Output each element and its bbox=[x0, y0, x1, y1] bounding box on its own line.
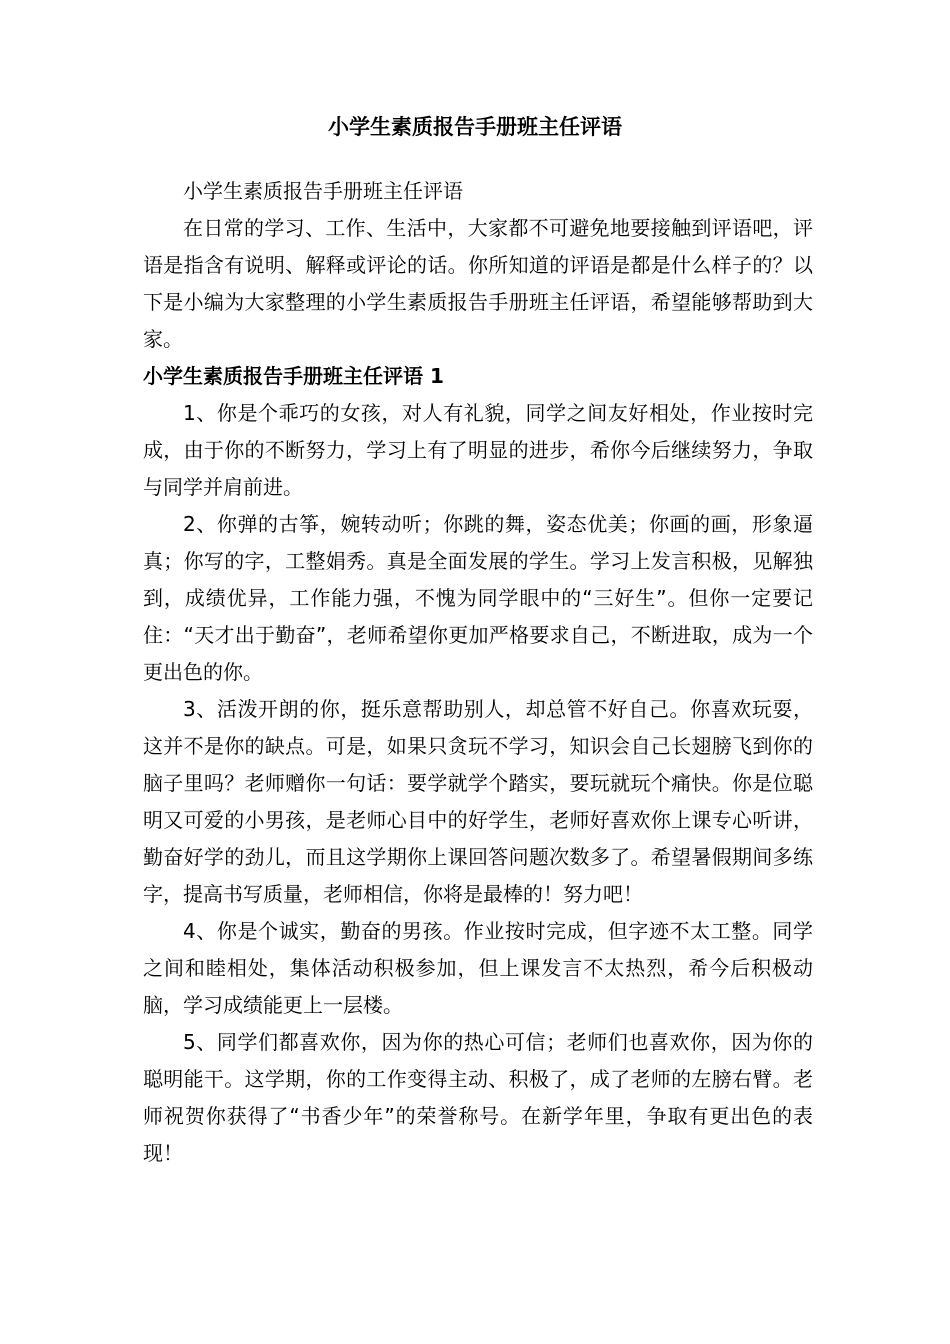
document-body bbox=[143, 173, 813, 1172]
intro-paragraph: 在日常的学习、工作、生活中，大家都不可避免地要接触到评语吧，评语是指含有说明、解释或评论的话。你所知道的评语是都是什么样子的？以下是小编为大家整理的小学生素质报告手册班主任评语，希望能够帮助到大家。 bbox=[143, 216, 813, 351]
section-heading: 小学生素质报告手册班主任评语 1 bbox=[143, 364, 444, 388]
comment-paragraph-4: 4、你是个诚实，勤奋的男孩。作业按时完成，但字迹不太工整。同学之间和睦相处，集体活动积极参加，但上课发言不太热烈，希今后积极动脑，学习成绩能更上一层楼。 bbox=[143, 919, 813, 1017]
comment-paragraph-2: 2、你弹的古筝，婉转动听；你跳的舞，姿态优美；你画的画，形象逼真；你写的字，工整娟秀。真是全面发展的学生。学习上发言积极，见解独到，成绩优异，工作能力强，不愧为同学眼中的“三好生”。但你一定要记住：“天才出于勤奋”，老师希望你更加严格要求自己，不断进取，成为一个更出色的你。 bbox=[143, 512, 813, 684]
document-title: 小学生素质报告手册班主任评语 bbox=[328, 115, 622, 139]
comment-paragraph-3: 3、活泼开朗的你，挺乐意帮助别人，却总管不好自己。你喜欢玩耍，这并不是你的缺点。可是，如果只贪玩不学习，知识会自己长翅膀飞到你的脑子里吗？老师赠你一句话：要学就学个踏实，要玩就玩个痛快。你是位聪明又可爱的小男孩，是老师心目中的好学生，老师好喜欢你上课专心听讲，勤奋好学的劲儿，而且这学期你上课回答问题次数多了。希望暑假期间多练字，提高书写质量，老师相信，你将是最棒的！努力吧！ bbox=[143, 697, 813, 906]
comment-paragraph-5: 5、同学们都喜欢你，因为你的热心可信；老师们也喜欢你，因为你的聪明能干。这学期，你的工作变得主动、积极了，成了老师的左膀右臂。老师祝贺你获得了“书香少年”的荣誉称号。在新学年里，争取有更出色的表现！ bbox=[143, 1030, 813, 1165]
document-subtitle: 小学生素质报告手册班主任评语 bbox=[183, 179, 463, 203]
comment-paragraph-1: 1、你是个乖巧的女孩，对人有礼貌，同学之间友好相处，作业按时完成，由于你的不断努力，学习上有了明显的进步，希你今后继续努力，争取与同学并肩前进。 bbox=[143, 401, 813, 499]
